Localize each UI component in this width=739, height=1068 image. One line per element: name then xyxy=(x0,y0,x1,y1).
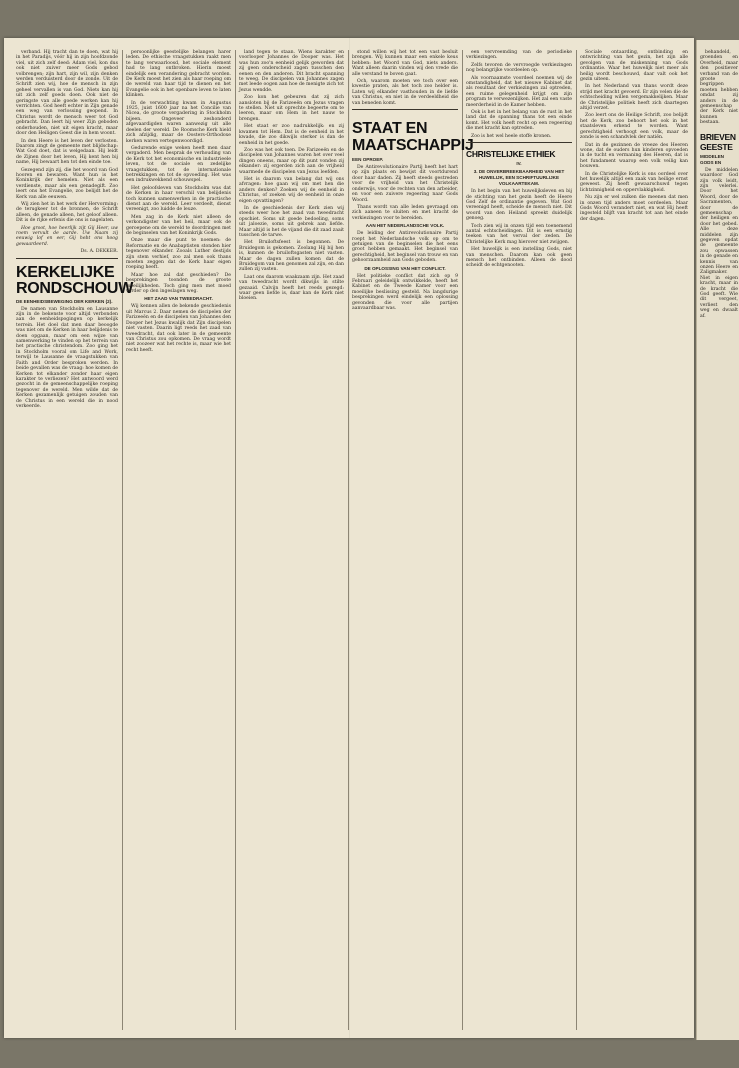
section-heading-brieven: BRIEVEN GEESTE xyxy=(700,131,736,152)
section-divider xyxy=(352,109,458,110)
article-subheading: MIDDELEN GODS EN xyxy=(700,153,724,165)
column-4 xyxy=(352,50,474,1030)
article-paragraph: Men zag in de Kerk niet alleen de verkondigster van het heil, maar ook de geroepene om de wereld te doordringen met de beginselen van het Koninkrijk Gods. xyxy=(126,214,231,236)
article-subheading: DE OPLOSSING VAN HET CONFLICT. xyxy=(364,265,446,271)
article-paragraph: land tegen te staan. Wiens karakter en voorlooper Johannes de Dooper was. Het was hun zoo'n eenheid gelijk geworden dat zij geen onderscheid zagen tusschen den eenen en den anderen. Dit bracht spanning te weeg. De discipelen van Johannes zagen met leede oogen aan hoe de menigte zich tot Jezus wendde. xyxy=(239,50,344,93)
article-paragraph: In den Heere is het leven der verlosten. Daarom zingt de gemeente met blijdschap: Wat God doet, dat is welgedaan. Hij leidt de Zijnen door het leven, Hij kent hen bij name, Hij bewaart hen tot den einde toe. xyxy=(16,138,118,166)
article-paragraph: Het geloofsleven van Stockholm was dat de Kerken in haar verschil van belijdenis toch kunnen samenwerken in de practische dienst aan de wereld. Leer verdeelt, dienst vereenigt, zoo luidde de leuze. xyxy=(126,185,231,213)
article-paragraph: Laat ons daarom waakzaam zijn. Het zaad van tweedracht wordt dikwijls in stilte gezaaid. Calvijn heeft het reeds gezegd: waar geen liefde is, daar kan de Kerk niet bloeien. xyxy=(239,274,344,302)
article-paragraph: Wij zien het in het werk der Hervorming: de terugkeer tot de bronnen, de Schrift alleen, de genade alleen, het geloof alleen. Dit is de rijke erfenis die ons is nagelaten. xyxy=(16,201,118,224)
article-paragraph: een vervreemding van de periodieke verkiezingen. xyxy=(466,50,572,61)
article-paragraph: Zoo was het ook toen. De Farizeeën en de discipelen van Johannes waren het over veel dingen oneens, maar op dit punt vonden zij elkander: zij ergerden zich aan de vrijheid waarmede de discipelen van Jezus leefden. xyxy=(239,147,344,175)
page-fold xyxy=(349,38,350,1038)
article-paragraph: stond willen wij het tot een vast besluit brengen. Wij kunnen maar een enkele keus hebben: het Woord van God, niets anders. Want alleen daarin vinden wij den vrede die alle verstand te boven gaat. xyxy=(352,50,458,77)
article-paragraph: behandeld, groenden en Overheid, maar den positiever verband van de groote begrippen moeten hebben omdat zij anders in de gemeenschap der Kerk niet kunnen bestaan. xyxy=(700,50,738,126)
article-paragraph: Sociale ontaarding, ontbinding en ontwrichting van het gezin, het zijn alle gevolgen van de miskenning van Gods ordinantie. Waar het huwelijk niet meer als heilig wordt beschouwd, daar valt ook het gezin uiteen. xyxy=(580,50,688,83)
section-heading-christelijke-ethiek: CHRISTELIJKE ETHIEK xyxy=(466,149,556,160)
article-paragraph: In de Christelijke Kerk is ons oordeel over het huwelijk altijd een zaak van heilige ernst geweest. Zij heeft gewaarschuwd tegen lichtzinnigheid en oppervlakkigheid. xyxy=(580,171,688,193)
article-paragraph: Het huwelijk is een instelling Gods, niet van menschen. Daarom kan ook geen mensch het ontbinden. Alleen de dood scheidt de echtgenooten. xyxy=(466,247,572,269)
article-paragraph: Het Bruiloftsfeest is begonnen. De Bruidegom is gekomen. Zoolang Hij bij hen is, kunnen de bruiloftsgasten niet vasten. Maar de dagen zullen komen dat de Bruidegom van hen genomen zal zijn, en dan zullen zij vasten. xyxy=(239,240,344,273)
article-paragraph: Het politieke conflict dat zich op 9 Februari geleidelijk ontwikkelde, heeft het Kabinet en de Tweede Kamer voor een moeilijke beslissing gesteld. Na langdurige besprekingen werd eindelijk een oplossing gevonden die voor alle partijen aanvaardbaar was. xyxy=(352,273,458,311)
newspaper-page xyxy=(4,38,694,1038)
article-paragraph: Ook is het in het belang van de rust in het land dat de spanning thans tot een einde komt. Het volk heeft recht op een regeering die met kracht kan optreden. xyxy=(466,110,572,132)
article-paragraph: verband. Hij tracht dan te doen, wat hij in het Paradijs, vóór hij in zijn hoofdzonde viel, uit zich zelf deed: Adam viel, kon dus ook niet zuiver meer Gods gebod volbrengen; zijn hart, zijn wil, zijn denken werden verduisterd door de zonde. Uit de Schrift zien wij, hoe de mensch in zijn geheel vervallen is van God. Niets kan hij uit zich zelf goeds doen. Ook niet de geringste van alle goede werken kan hij verrichten. God heeft echter in Zijn genade een weg van verlossing geopend. In Christus wordt de mensch weer tot God gebracht. Dan leert hij weer Zijn geboden onderhouden, niet uit eigen kracht, maar door den Heiligen Geest die in hem woont. xyxy=(16,50,118,137)
column-rule xyxy=(235,50,236,1030)
article-paragraph: De namen van Stockholm en Lausanne zijn in de bekenste voor altijd verbonden aan de eenheidspogingen op kerkelijk terrein. Het doel dat men daar beoogde was niet om de Kerken in haar belijdenis te doen opgaan, maar om een wijze van samenwerking te vinden op het terrein van het practische christendom. Zoo ging het in Stockholm vooral om Life and Work, terwijl te Lausanne de vraagstukken van Faith and Order besproken werden. In beide gevallen was de vraag: hoe komen de Kerken tot elkander zonder haar eigen karakter te verliezen? Het antwoord werd gezocht in de gemeenschappelijke roeping tegenover de wereld. Men wilde dat de Kerken gezamenlijk getuigen zouden van de Christus in een wereld die in nood verkeerde. xyxy=(16,306,118,409)
article-paragraph: In het Nederland van thans wordt deze strijd met kracht gevoerd. Er zijn velen die de echtscheiding willen vergemakkelijken. Maar de Christelijke politiek heeft zich daartegen altijd verzet. xyxy=(580,84,688,112)
article-subheading: 3. DE ONVERBREEKBAARHEID VAN HET HUWELIJK, EEN SCHRIFTUURLIJKE VOLKAARTEKAM. xyxy=(473,169,565,187)
quoted-verse: Hoe groot, hoe heerlijk zijt Gij Heer, uw roem vervult de aarde. Uw Naam zij eeuwig lof en eer, Gij hebt ons hoog gewaardeerd. xyxy=(16,225,118,247)
column-2 xyxy=(126,50,231,1030)
adjacent-page-strip xyxy=(696,40,739,1040)
strip-column xyxy=(700,50,738,1032)
article-paragraph: De leiding der Antirevolutionaire Partij roept het Nederlandsche volk op om te getuigen van de beginselen die het eens groot hebben gemaakt. Het beginsel van gerechtigheid, het beginsel van trouw en van gehoorzaamheid aan Gods geboden. xyxy=(352,231,458,264)
section-divider xyxy=(466,142,572,143)
article-paragraph: Och, waarom moeten we toch over een kwestie praten, als het toch zoo helder is. Laten wij elkander vasthouden in de liefde van Christus, en niet in de verdeeldheid die van beneden komt. xyxy=(352,79,458,106)
column-3 xyxy=(239,50,344,1030)
column-6 xyxy=(580,50,688,1030)
article-paragraph: Onze maar die punt te noemen: de Reformatie en de Anabaptisten stonden hier tegenover elkander. Zooals Luther destijds zijn stem verhief, zoo zal men ook thans moeten zeggen dat de Kerk haar eigen roeping heeft. xyxy=(126,238,231,271)
article-paragraph: Het staat er zoo nadrukkelijk: en zij kwamen tot Hem. Dat is de eenheid in het kwade, die zoo dikwijls sterker is dan de eenheid in het goede. xyxy=(239,124,344,146)
article-paragraph: Dat in de gezinnen de vreeze des Heeren wone, dat de ouders hun kinderen opvoeden in de tucht en vermaning des Heeren, dat is het fundament waarop een volk veilig kan bouwen. xyxy=(580,142,688,170)
article-paragraph: Het is daarom van belang dat wij ons afvragen: hoe gaan wij om met hen die anders denken? Zoeken wij de eenheid in Christus, of zoeken wij de eenheid in onze eigen opvattingen? xyxy=(239,176,344,204)
article-paragraph: Zoo leert ons de Heilige Schrift, zoo belijdt het de Kerk, zoo behoort het ook in het staatsleven erkend te worden. Want gerechtigheid verhoogt een volk, maar de zonde is een schandvlek der natiën. xyxy=(580,113,688,141)
section-heading-kerkelijke-rondschouw: KERKELIJKE RONDSCHOUW xyxy=(16,263,133,297)
article-paragraph: De Antirevolutionaire Partij heeft het hart op zijn plaats en bewijst dit voortdurend door haar daden. Zij heeft steeds gestreden voor de vrijheid van het Christelijk onderwijs, voor de rechten van den arbeider, en voor een zuivere regeering naar Gods Woord. xyxy=(352,165,458,203)
article-paragraph: In de geschiedenis der Kerk zien wij steeds weer hoe het zaad van tweedracht opschiet. Soms uit goede bedoeling, soms uit jaloezie, soms uit gebrek aan liefde. Maar altijd is het de vijand die dit zaad zaait tusschen de tarwe. xyxy=(239,205,344,238)
column-1 xyxy=(16,50,133,1030)
article-subheading: AAN HET NEDERLANDSCHE VOLK. xyxy=(365,223,445,229)
article-paragraph: De middelen waardoor God zijn volk leidt, zijn velerlei. Door het Woord, door de Sacramenten, door de gemeenschap der heiligen en door het gebed. Alle deze middelen zijn gegeven opdat de gemeente zou opwassen in de genade en kennis van onzen Heere en Zaligmaker. Niet in eigen kracht, maar in de kracht die God geeft. Wie dit vergeet, verliest den weg en dwaalt af. xyxy=(700,167,738,319)
article-paragraph: Thans wordt van alle leden gevraagd om zich aaneen te sluiten en met kracht de verkiezingen voor te bereiden. xyxy=(352,204,458,221)
article-subheading: EEN OPROEP. xyxy=(352,157,384,163)
article-paragraph: Toch zien wij in onzen tijd een toenemend aantal echtscheidingen. Dit is een ernstig teeken van het verval der zeden. De Christelijke Kerk mag hierover niet zwijgen. xyxy=(466,223,572,245)
article-subheading: IV. xyxy=(516,161,522,167)
article-paragraph: persoonlijke geestelijke belangen harer leden. De ethische vraagstukken raakt men te lang verwaarloosd, het sociale element had te lang ontbroken. Hierin moest eindelijk een verandering gebracht worden. De Kerk moest het zien als haar roeping om de wereld van haar tijd te dienen en het Evangelie ook in het openbare leven te laten klinken. xyxy=(126,50,231,99)
article-paragraph: Nu zijn er wel zulken die meenen dat men in onzen tijd anders moet oordeelen. Maar Gods Woord verandert niet, en wat Hij heeft ingesteld blijft van kracht tot aan het einde der dagen. xyxy=(580,195,688,222)
author-signature: Ds. A. DEKKER. xyxy=(80,249,118,255)
article-paragraph: Zoo is het wel heele stoffe kronen. xyxy=(471,133,552,139)
column-rule xyxy=(462,50,463,1030)
article-paragraph: Zelfs tevoren de vervroegde verkiezingen nog belangrijke voordeelen op. xyxy=(466,62,572,74)
article-paragraph: Gezegend zijn zij, die het woord van God hooren en bewaren. Want hun is het Koninkrijk der hemelen. Niet als een verdienste, maar als een genadegift. Zoo leert ons het Evangelie, zoo belijdt het de Kerk van alle eeuwen. xyxy=(16,167,118,200)
article-paragraph: Zoo kon het gebeuren dat zij zich aansloten bij de Farizeeën om Jezus vragen te stellen. Niet uit oprechte begeerte om te leeren, maar om Hem in het nauw te brengen. xyxy=(239,95,344,122)
column-5 xyxy=(466,50,572,1030)
section-divider xyxy=(16,258,118,259)
article-paragraph: In het begin van het huwelijksleven en bij de stichting van het gezin heeft de Heere God Zelf de ordinantie gegeven. Wat God vereenigd heeft, scheide de mensch niet. Dit woord van den Heiland spreekt duidelijk genoeg. xyxy=(466,189,572,222)
article-paragraph: Maar hoe zal dat geschieden? De besprekingen toonden de groote moeilijkheden. Toch ging men met moed verder op den ingeslagen weg. xyxy=(126,272,231,295)
article-subheading: HET ZAAD VAN TWEEDRACHT. xyxy=(144,296,213,302)
article-paragraph: Wij kennen allen de bekende geschiedenis uit Marcus 2. Daar nemen de discipelen der Farizeeën en de discipelen van Johannes den Dooper het Jezus kwalijk dat Zijn discipelen niet vasten. Daarin ligt reeds het zaad van tweedracht, dat ook later in de gemeente van Christus zou opkomen. De vraag wordt niet zoozeer wat het rechte is, maar wie het recht heeft. xyxy=(126,304,231,353)
article-subheading: DE EENHEIDSBEWEGING DER KERKEN (2). xyxy=(16,298,113,304)
section-heading-staat-en-maatschappij: STAAT EN MAATSCHAPPIJ xyxy=(352,120,474,155)
article-paragraph: In de verwachting kwam in Augustus 1925, juist 1600 jaar na het Concilie van Nicea, de groote vergadering in Stockholm bijeen. Ongeveer zeshonderd afgevaardigden waren aanwezig uit alle deelen der wereld. De Roomsche Kerk hield zich afzijdig, maar de Oosters-Orthodoxe kerken waren vertegenwoordigd. xyxy=(126,100,231,144)
column-rule xyxy=(122,50,123,1030)
article-paragraph: Gedurende enige weken heeft men daar vergaderd. Men besprak de verhouding van de Kerk tot het economische en industrieele leven, tot de sociale en zedelijke vraagstukken, tot de internationale betrekkingen en tot de opvoeding. Het was een indrukwekkend schouwspel. xyxy=(126,145,231,184)
article-paragraph: Als voornaamste voordeel noemen wij de omstandigheid, dat het nieuwe Kabinet dat als resultaat der verkiezingen zal optreden, een ruime gelegenheid krijgt om zijn program te verwezenlijken. Het zal een vaste meerderheid in de Kamer hebben. xyxy=(466,75,572,108)
column-rule xyxy=(576,50,577,1030)
